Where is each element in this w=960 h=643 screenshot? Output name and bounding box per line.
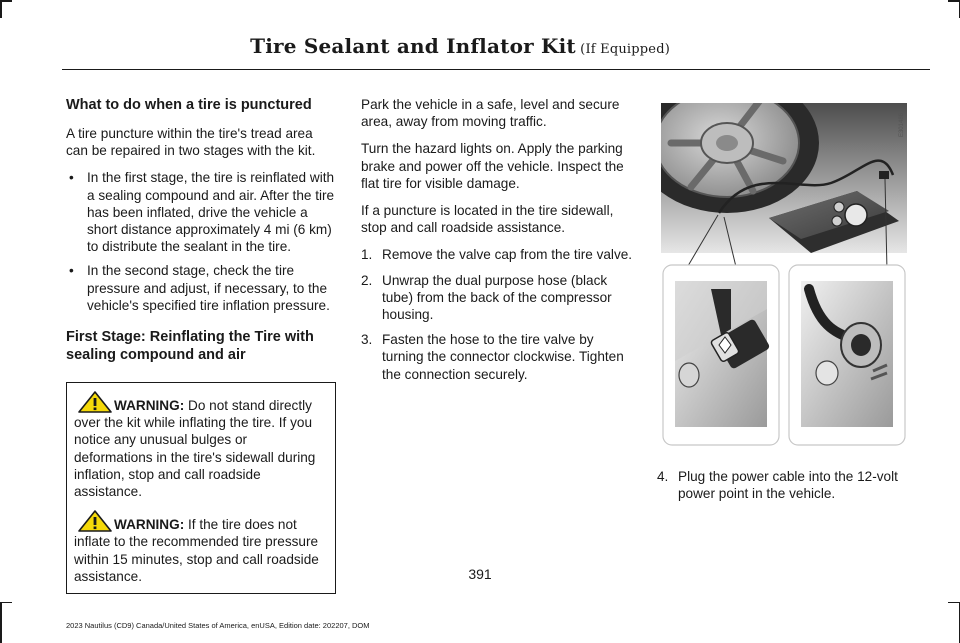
intro-paragraph: A tire puncture within the tire's tread area can be repaired in two stages with the kit. — [66, 126, 316, 159]
warning-triangle-icon — [78, 510, 112, 532]
step-item — [361, 246, 633, 263]
step-number: 2. — [361, 272, 373, 288]
warning-text: Do not stand directly over the kit while inflating the tire. If you notice any unusual bulges or deformations in the tire's sidewall during inflation, stop and call roadside assistance. — [74, 398, 316, 500]
crop-mark — [948, 602, 960, 604]
step-text: Plug the power cable into the 12-volt power point in the vehicle. — [678, 469, 898, 502]
paragraph: Park the vehicle in a safe, level and secure area, away from moving traffic. — [361, 97, 620, 130]
list-item: • In the first stage, the tire is reinflated with a sealing compound and air. After the tire has been inflated, drive the vehicle a short distance approximately 4 mi (6 km) to distribute the sealant in the tire. — [66, 169, 336, 255]
list-item: • In the second stage, check the tire pressure and adjust, if necessary, to the vehicle's specified tire inflation pressure. — [66, 262, 336, 314]
footer-text: 2023 Nautilus (CD9) Canada/United States of America, enUSA, Edition date: 202207, DOM — [66, 621, 370, 630]
header-divider — [62, 69, 930, 70]
warning-item — [74, 391, 329, 500]
crop-mark — [0, 602, 12, 604]
step-text: Unwrap the dual purpose hose (black tube) from the back of the compressor housing. — [382, 272, 612, 323]
title-main: Tire Sealant and Inflator Kit — [250, 34, 576, 58]
compressor-illustration — [661, 103, 907, 447]
heading-first-stage: First Stage: Reinflating the Tire with sealing compound and air — [66, 329, 314, 364]
step-text: Remove the valve cap from the tire valve. — [382, 247, 633, 263]
crop-mark — [0, 603, 2, 643]
step-number: 1. — [361, 247, 373, 263]
page-title — [250, 34, 670, 58]
step-number: 3. — [361, 332, 373, 348]
left-column — [66, 96, 336, 594]
stage-list — [66, 169, 336, 314]
step-number: 4. — [657, 469, 669, 484]
figure-code: E301486 — [899, 113, 905, 138]
crop-mark — [0, 0, 2, 18]
warning-label: WARNING: — [114, 517, 185, 533]
paragraph: Turn the hazard lights on. Apply the parking brake and power off the vehicle. Inspect the flat tire for visible damage. — [361, 141, 624, 191]
step-item — [361, 272, 633, 324]
page-number: 391 — [468, 566, 492, 582]
crop-mark — [0, 0, 12, 2]
warning-label: WARNING: — [114, 398, 185, 414]
crop-mark — [948, 0, 960, 2]
step-item — [361, 331, 633, 383]
paragraph: If a puncture is located in the tire sidewall, stop and call roadside assistance. — [361, 203, 614, 236]
warning-triangle-icon — [78, 391, 112, 413]
step-text: Fasten the hose to the tire valve by turning the connector clockwise. Tighten the connection securely. — [382, 332, 624, 382]
steps-list — [361, 246, 633, 382]
heading-puncture: What to do when a tire is punctured — [66, 97, 312, 113]
step-item — [657, 468, 909, 502]
middle-column — [361, 96, 633, 391]
warning-text: If the tire does not inflate to the recommended tire pressure within 15 minutes, stop and call roadside assistance. — [74, 517, 319, 584]
title-subtitle: (If Equipped) — [575, 42, 670, 57]
warning-box — [66, 382, 336, 594]
